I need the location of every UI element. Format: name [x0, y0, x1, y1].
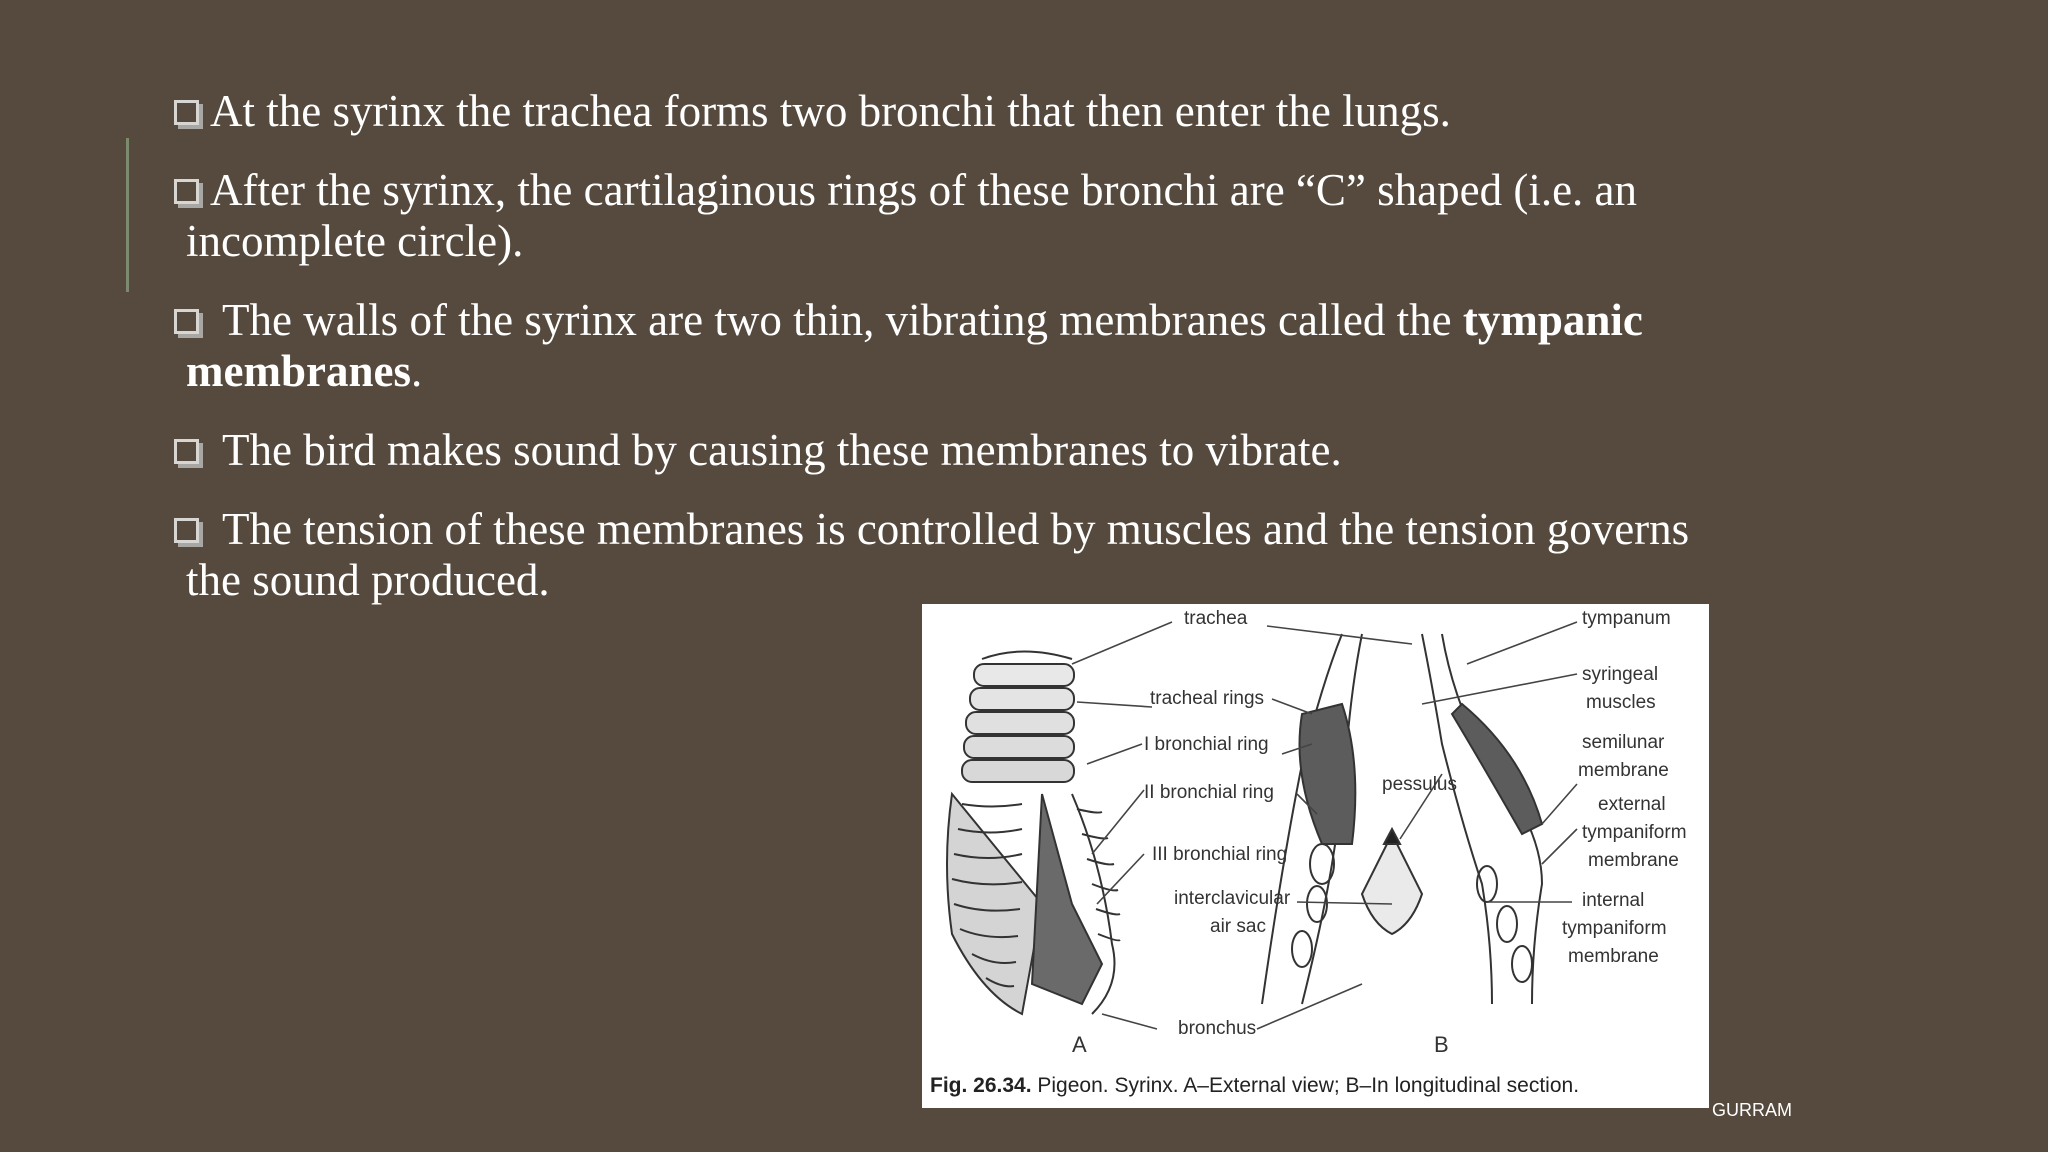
accent-line: [126, 138, 129, 292]
bullet-text: The walls of the syrinx are two thin, vibrating membranes called the tympanic: [222, 295, 1643, 345]
bullet-text: At the syrinx the trachea forms two bronchi that then enter the lungs.: [210, 86, 1451, 136]
checkbox-bullet-icon: [174, 309, 199, 334]
label-interclavicular-air-sac: air sac: [1210, 916, 1266, 937]
label-ii-bronchial-ring: II bronchial ring: [1144, 782, 1274, 803]
bullet-item: [172, 165, 1792, 267]
checkbox-bullet-icon: [174, 518, 199, 543]
bullet-list: [172, 86, 1792, 634]
external-view-drawing: [947, 652, 1120, 1015]
label-iii-bronchial-ring: III bronchial ring: [1152, 844, 1288, 865]
bullet-text: After the syrinx, the cartilaginous rings of these bronchi are “C” shaped (i.e. an: [210, 165, 1638, 215]
label-tracheal-rings: tracheal rings: [1150, 688, 1265, 709]
checkbox-bullet-icon: [174, 100, 199, 125]
label-tympanum: tympanum: [1582, 608, 1671, 629]
label-external-tympaniform: tympaniform: [1582, 822, 1687, 843]
figure-caption: Fig. 26.34. Pigeon. Syrinx. A–External view; B–In longitudinal section.: [930, 1074, 1580, 1097]
label-syringeal-muscles: muscles: [1586, 692, 1656, 713]
label-internal-tympaniform: internal: [1582, 890, 1645, 911]
bullet-item: [172, 425, 1792, 476]
bullet-text: The bird makes sound by causing these membranes to vibrate.: [222, 425, 1342, 475]
footer-author: GURRAM: [1712, 1100, 1792, 1120]
bold-term: membranes: [186, 346, 411, 396]
label-trachea: trachea: [1184, 608, 1248, 629]
bullet-text-continued: incomplete circle).: [186, 216, 524, 266]
label-semilunar-membrane: membrane: [1578, 760, 1669, 781]
syrinx-figure: [922, 604, 1709, 1108]
label-internal-tympaniform: tympaniform: [1562, 918, 1667, 939]
bullet-text-continued: the sound produced.: [186, 555, 550, 605]
bullet-item: [172, 86, 1792, 137]
bold-term: tympanic: [1462, 295, 1643, 345]
label-i-bronchial-ring: I bronchial ring: [1144, 734, 1269, 755]
label-external-tympaniform: external: [1598, 794, 1666, 815]
bullet-text: The tension of these membranes is controlled by muscles and the tension governs: [222, 504, 1690, 554]
checkbox-bullet-icon: [174, 179, 199, 204]
label-semilunar-membrane: semilunar: [1582, 732, 1665, 753]
checkbox-bullet-icon: [174, 439, 199, 464]
label-external-tympaniform: membrane: [1588, 850, 1679, 871]
label-syringeal-muscles: syringeal: [1582, 664, 1659, 685]
label-internal-tympaniform: membrane: [1568, 946, 1659, 967]
label-panel-a: A: [1072, 1032, 1087, 1057]
bullet-item: [172, 504, 1792, 606]
label-pessulus: pessulus: [1382, 774, 1457, 795]
bullet-text-continued: membranes.: [186, 346, 423, 396]
label-bronchus: bronchus: [1178, 1018, 1257, 1039]
bullet-item: [172, 295, 1792, 397]
label-panel-b: B: [1434, 1032, 1449, 1057]
label-interclavicular-air-sac: interclavicular: [1174, 888, 1291, 909]
